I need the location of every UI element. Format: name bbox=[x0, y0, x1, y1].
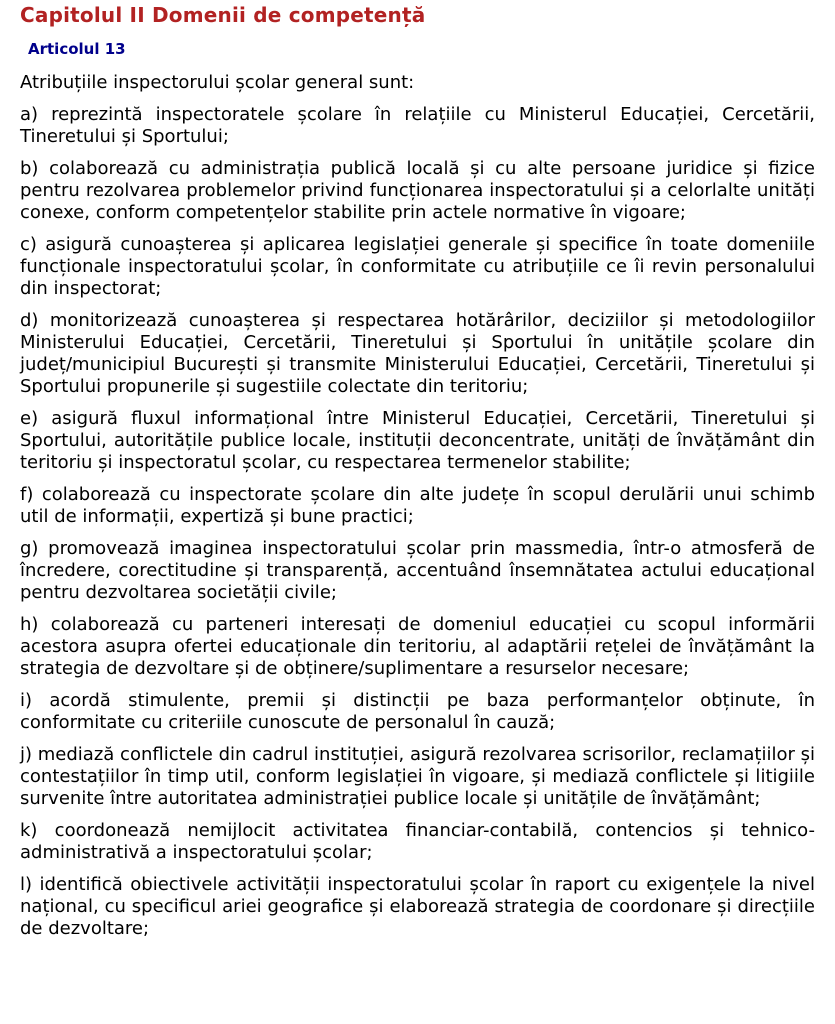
attribution-item-e: e) asigură fluxul informațional între Ministerul Educației, Cercetării, Tineretului și Sportului, autoritățile publice locale, instituții deconcentrate, unități de învățământ din teritoriu și inspectoratul școlar, cu respectarea termenelor stabilite; bbox=[20, 408, 815, 473]
attribution-item-a: a) reprezintă inspectoratele școlare în relațiile cu Ministerul Educației, Cercetării, Tineretului și Sportului; bbox=[20, 104, 815, 147]
attribution-item-f: f) colaborează cu inspectorate școlare din alte județe în scopul derulării unui schimb util de informații, expertiză și bune practici; bbox=[20, 484, 815, 527]
intro-paragraph: Atribuțiile inspectorului școlar general sunt: bbox=[20, 72, 415, 93]
attribution-item-b: b) colaborează cu administrația publică locală și cu alte persoane juridice și fizice pentru rezolvarea problemelor privind funcționarea inspectoratului și a celorlalte unități conexe, conform competențelor stabilite prin actele normative în vigoare; bbox=[20, 158, 815, 223]
attribution-item-c: c) asigură cunoașterea și aplicarea legislației generale și specifice în toate domeniile funcționale inspectoratului școlar, în conformitate cu atribuțiile ce îi revin personalului din inspectorat; bbox=[20, 234, 815, 299]
attribution-item-j: j) mediază conflictele din cadrul instituției, asigură rezolvarea scrisorilor, reclamațiilor și contestațiilor în timp util, conform legislației în vigoare, și mediază conflictele și litigiile survenite între autoritatea administrației publice locale și unitățile de învățământ; bbox=[20, 744, 815, 809]
attribution-item-g: g) promovează imaginea inspectoratului școlar prin massmedia, într-o atmosferă de încredere, corectitudine și transparență, accentuând însemnătatea actului educațional pentru dezvoltarea societății civile; bbox=[20, 538, 815, 603]
attribution-item-d: d) monitorizează cunoașterea și respectarea hotărârilor, deciziilor și metodologiilor Ministerului Educației, Cercetării, Tineretului și Sportului în unitățile școlare din județ/municipiul București și transmite Ministerului Educației, Cercetării, Tineretului și Sportului propunerile și sugestiile colectate din teritoriu; bbox=[20, 310, 815, 397]
attribution-item-l: l) identifică obiectivele activității inspectoratului școlar în raport cu exigențele la nivel național, cu specificul ariei geografice și elaborează strategia de coordonare și direcțiile de dezvoltare; bbox=[20, 874, 815, 939]
chapter-heading: Capitolul II Domenii de competență bbox=[20, 3, 426, 27]
article-heading: Articolul 13 bbox=[28, 40, 126, 58]
attribution-item-i: i) acordă stimulente, premii și distincții pe baza performanțelor obținute, în conformitate cu criteriile cunoscute de personalul în cauză; bbox=[20, 690, 815, 733]
attribution-item-k: k) coordonează nemijlocit activitatea financiar-contabilă, contencios și tehnico-administrativă a inspectoratului școlar; bbox=[20, 820, 815, 863]
attribution-item-h: h) colaborează cu parteneri interesați de domeniul educației cu scopul informării acestora asupra ofertei educaționale din teritoriu, al adaptării rețelei de învățământ la strategia de dezvoltare și de obținere/suplimentare a resurselor necesare; bbox=[20, 614, 815, 679]
